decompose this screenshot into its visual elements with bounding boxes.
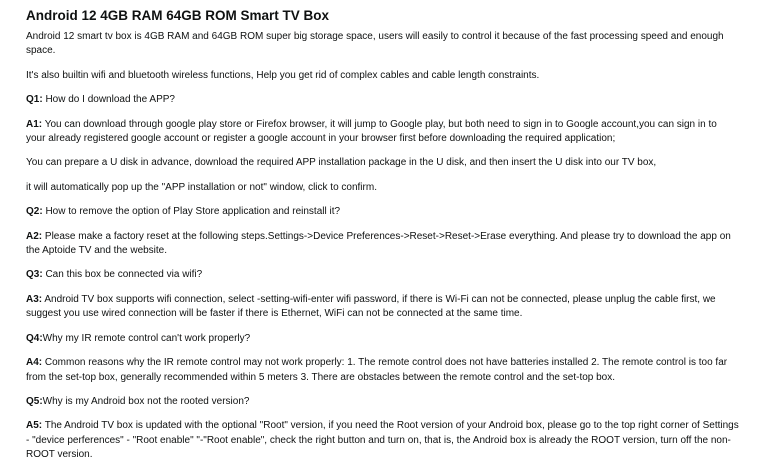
question-label: Q5:: [26, 395, 43, 407]
question-label: Q2:: [26, 206, 43, 218]
question-text: Can this box be connected via wifi?: [42, 269, 203, 281]
page-title: Android 12 4GB RAM 64GB ROM Smart TV Box: [26, 8, 330, 23]
answer-label: A1:: [26, 118, 43, 130]
answer-text: Please make a factory reset at the following steps.Settings->Device Preferences->Reset->Reset->Erase everything. And please try to download the app on the Aptoide TV and the website.: [26, 230, 731, 257]
answer-text: You can download through google play store or Firefox browser, it will jump to Google play, but both need to sign in to Google account,you can sign in to your already registered google account or register a google account in your browser first before downloading the required application;: [26, 118, 717, 145]
faq-question: [26, 268, 739, 282]
faq-answer: [26, 293, 739, 322]
answer-text: Common reasons why the IR remote control may not work properly: 1. The remote control does not have batteries installed 2. The remote control is too far from the set-top box, generally recommended within 5 meters 3. There are obstacles between the remote control and the set-top box.: [26, 357, 728, 383]
faq-question: [26, 93, 739, 107]
intro-paragraph: Android 12 smart tv box is 4GB RAM and 64GB ROM super big storage space, users will easily to control it because of the fast processing speed and enough space.: [26, 31, 724, 57]
faq-question: [26, 332, 739, 346]
faq-answer-extra: You can prepare a U disk in advance, download the required APP installation package in the U disk, and then insert the U disk into our TV box,: [26, 157, 657, 169]
answer-label: A2:: [26, 230, 43, 242]
question-text: How to remove the option of Play Store application and reinstall it?: [42, 206, 341, 218]
faq-answer-extra: it will automatically pop up the "APP installation or not" window, click to confirm.: [26, 181, 377, 193]
question-label: Q4:: [26, 332, 43, 344]
faq-answer: [26, 118, 739, 147]
answer-text: Android TV box supports wifi connection, select -setting-wifi-enter wifi password, if there is Wi-Fi can not be connected, please unplug the cable first, we suggest you use wired connection will be faster if there is Ethernet, WiFi can not be connected at the same time.: [26, 293, 716, 320]
faq-question: [26, 205, 739, 219]
question-text: How do I download the APP?: [42, 94, 175, 106]
faq-question: [26, 395, 739, 409]
faq-answer: [26, 419, 739, 462]
answer-text: The Android TV box is updated with the optional "Root" version, if you need the Root version of your Android box, please go to the top right corner of Settings - "device perferences" - "Root enable" "-"Root enable", check the right button and turn on, that is, the Android box is already the ROOT version, turn off the non-ROOT version.: [26, 420, 739, 461]
answer-label: A3:: [26, 293, 43, 305]
question-label: Q3:: [26, 269, 43, 281]
question-text: Why is my Android box not the rooted version?: [42, 395, 250, 407]
faq-answer: [26, 356, 739, 385]
faq-answer: [26, 230, 739, 259]
answer-label: A4:: [26, 357, 43, 369]
answer-label: A5:: [26, 420, 43, 432]
question-label: Q1:: [26, 94, 43, 106]
intro-paragraph: It's also builtin wifi and bluetooth wireless functions, Help you get rid of complex cables and cable length constraints.: [26, 69, 540, 81]
question-text: Why my IR remote control can't work properly?: [42, 332, 251, 344]
